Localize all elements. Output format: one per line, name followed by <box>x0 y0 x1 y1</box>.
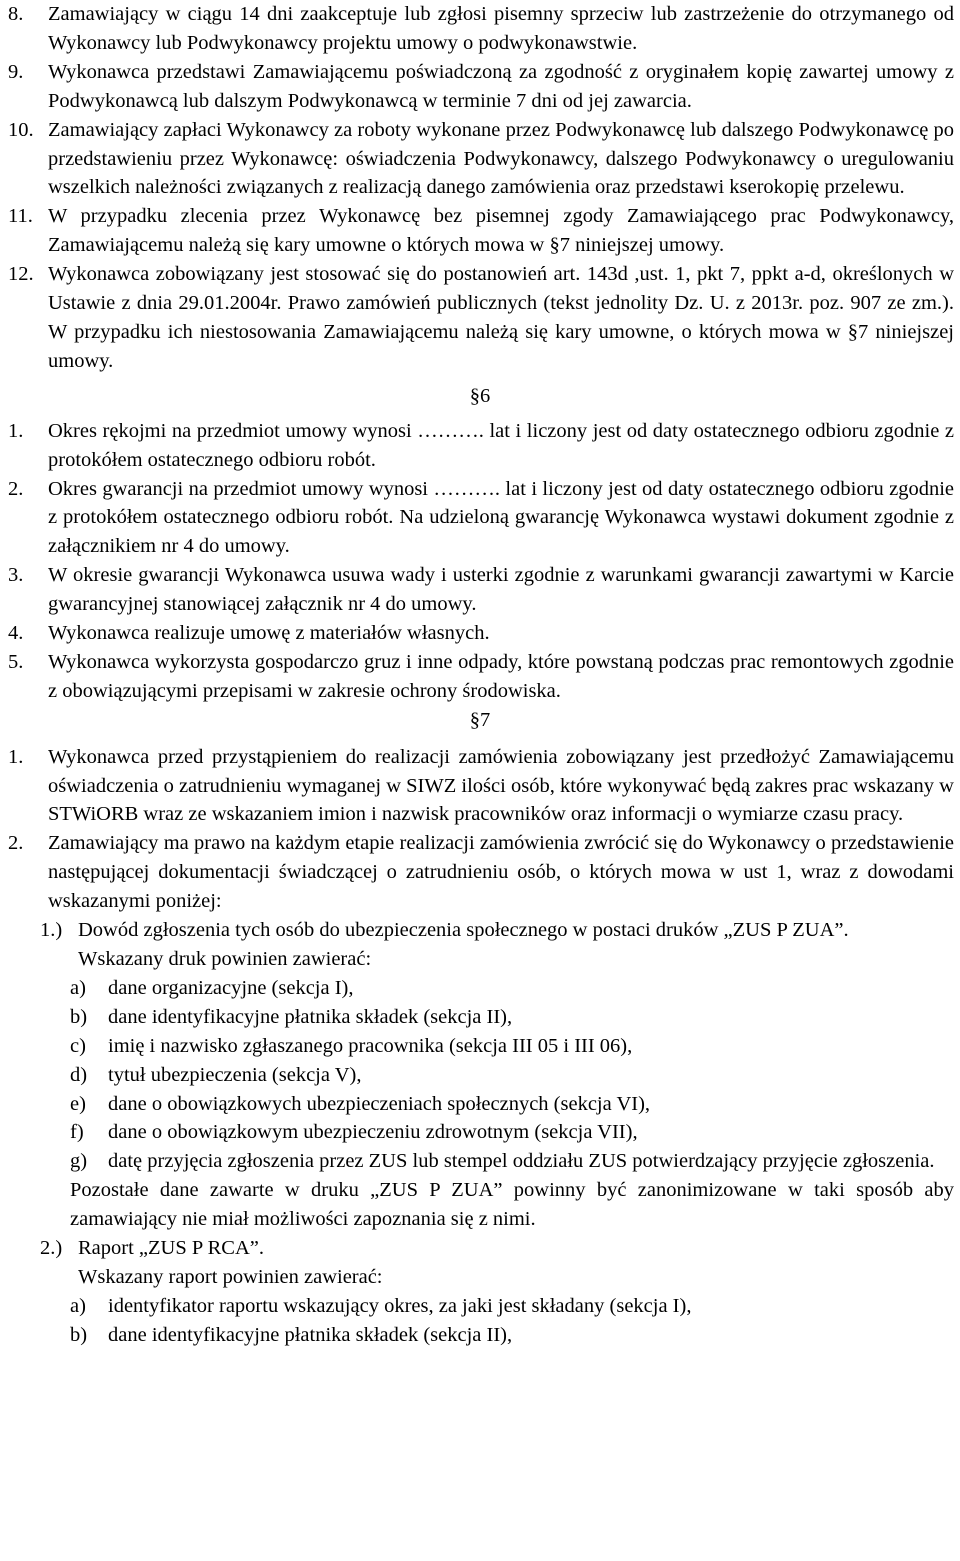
letter-item <box>0 1003 960 1032</box>
item-number: 3. <box>8 564 24 587</box>
list-item <box>0 648 960 706</box>
item-number: 2. <box>8 832 24 855</box>
item-text: Wykonawca realizuje umowę z materiałów własnych. <box>48 622 490 645</box>
item-number: 5. <box>8 650 24 673</box>
letter-label: a) <box>70 976 86 999</box>
letter-text: dane o obowiązkowym ubezpieczeniu zdrowotnym (sekcja VII), <box>108 1121 638 1144</box>
item-number: 11. <box>8 205 33 228</box>
list-item <box>0 260 960 376</box>
letter-label: b) <box>70 1005 88 1028</box>
list-item <box>0 829 960 916</box>
letter-text: imię i nazwisko zgłaszanego pracownika (sekcja III 05 i III 06), <box>108 1034 633 1057</box>
list-item <box>0 417 960 475</box>
item-text: Okres gwarancji na przedmiot umowy wynosi ………. lat i liczony jest od daty ostatecznego odbioru zgodnie z protokółem ostatecznego odbioru robót. Na udzieloną gwarancję Wykonawca wystawi dokument zgodnie z załącznikiem nr 4 do umowy. <box>48 477 954 558</box>
letter-text: tytuł ubezpieczenia (sekcja V), <box>108 1063 362 1086</box>
sub-item-number: 2.) <box>40 1237 63 1260</box>
sub-item <box>0 1234 960 1263</box>
section-heading: §7 <box>469 708 491 731</box>
letter-label: a) <box>70 1294 86 1317</box>
item-number: 2. <box>8 477 24 500</box>
item-text: Zamawiający w ciągu 14 dni zaakceptuje lub zgłosi pisemny sprzeciw lub zastrzeżenie do otrzymanego od Wykonawcy lub Podwykonawcy projektu umowy o podwykonawstwie. <box>48 3 954 54</box>
letter-label: c) <box>70 1034 86 1057</box>
item-number: 8. <box>8 3 24 25</box>
anonymization-note: Pozostałe dane zawarte w druku „ZUS P ZUA” powinny być zanonimizowane w taki sposób aby zamawiający nie miał możliwości zapoznania się z nimi. <box>70 1179 954 1231</box>
item-number: 9. <box>8 60 24 83</box>
list-item <box>0 475 960 562</box>
sub-item <box>0 916 960 945</box>
letter-text: dane o obowiązkowych ubezpieczeniach społecznych (sekcja VI), <box>108 1092 651 1115</box>
letter-text: identyfikator raportu wskazujący okres, za jaki jest składany (sekcja I), <box>108 1294 692 1317</box>
letter-item <box>0 1061 960 1090</box>
item-text: W okresie gwarancji Wykonawca usuwa wady i usterki zgodnie z warunkami gwarancji zawartymi w Karcie gwarancyjnej stanowiącej załącznik nr 4 do umowy. <box>48 564 954 616</box>
list-item <box>0 743 960 830</box>
item-number: 12. <box>8 263 34 286</box>
letter-item <box>0 974 960 1003</box>
item-number: 4. <box>8 622 24 645</box>
sub-item-text: Raport „ZUS P RCA”. <box>78 1237 265 1260</box>
letter-label: e) <box>70 1092 86 1115</box>
list-item <box>0 58 960 116</box>
sub-item-number: 1.) <box>40 919 63 942</box>
letter-label: g) <box>70 1150 88 1173</box>
sub-item-intro: Wskazany raport powinien zawierać: <box>78 1265 383 1288</box>
item-text: Wykonawca przed przystąpieniem do realizacji zamówienia zobowiązany jest przedłożyć Zamawiającemu oświadczenia o zatrudnieniu wymaganej w SIWZ ilości osób, które wykonywać będą zakres prac wskazany w STWiORB wraz ze wskazaniem imion i nazwisk pracowników oraz informacji o wymiarze czasu pracy. <box>48 745 954 826</box>
letter-item <box>0 1118 960 1147</box>
letter-label: d) <box>70 1063 88 1086</box>
item-text: Zamawiający ma prawo na każdym etapie realizacji zamówienia zwrócić się do Wykonawcy o przedstawienie następującej dokumentacji świadczącej o zatrudnieniu osób, o których mowa w ust 1, wraz z dowodami wskazanymi poniżej: <box>48 832 954 913</box>
letter-label: b) <box>70 1323 88 1346</box>
item-text: Okres rękojmi na przedmiot umowy wynosi ………. lat i liczony jest od daty ostatecznego odbioru zgodnie z protokółem ostatecznego odbioru robót. <box>48 419 954 471</box>
item-text: Zamawiający zapłaci Wykonawcy za roboty wykonane przez Podwykonawcę lub dalszego Podwykonawcę po przedstawieniu przez Wykonawcę: oświadczenia Podwykonawcy, dalszego Podwykonawcy o uregulowaniu wszelkich należności związanych z realizacją danego zamówienia oraz przedstawi kserokopię przelewu. <box>48 118 954 199</box>
letter-text: dane identyfikacyjne płatnika składek (sekcja II), <box>108 1323 513 1346</box>
letter-item <box>0 1090 960 1119</box>
item-text: Wykonawca zobowiązany jest stosować się do postanowień art. 143d ,ust. 1, pkt 7, ppkt a-d, określonych w Ustawie z dnia 29.01.2004r. Prawo zamówień publicznych (tekst jednolity Dz. U. z 2013r. poz. 907 ze zm.). W przypadku ich niestosowania Zamawiającemu należą się kary umowne, o których mowa w §7 niniejszej umowy. <box>48 263 954 372</box>
item-text: Wykonawca przedstawi Zamawiającemu poświadczoną za zgodność z oryginałem kopię zawartej umowy z Podwykonawcą lub dalszym Podwykonawcą w terminie 7 dni od jej zawarcia. <box>48 60 954 112</box>
item-text: W przypadku zlecenia przez Wykonawcę bez pisemnej zgody Zamawiającego prac Podwykonawcy, Zamawiającemu należą się kary umowne o których mowa w §7 niniejszej umowy. <box>48 205 954 257</box>
letter-item <box>0 1292 960 1321</box>
item-number: 10. <box>8 118 34 141</box>
item-number: 1. <box>8 745 24 768</box>
letter-item <box>0 1321 960 1350</box>
letter-text: dane identyfikacyjne płatnika składek (sekcja II), <box>108 1005 513 1028</box>
letter-text: datę przyjęcia zgłoszenia przez ZUS lub stempel oddziału ZUS potwierdzający przyjęcie zgłoszenia. <box>108 1150 935 1173</box>
list-item <box>0 561 960 619</box>
list-item <box>0 202 960 260</box>
letter-item <box>0 1147 960 1176</box>
list-item <box>0 619 960 648</box>
letter-item <box>0 1032 960 1061</box>
section-heading: §6 <box>469 384 491 407</box>
letter-label: f) <box>70 1121 84 1144</box>
item-number: 1. <box>8 419 24 442</box>
sub-item-intro: Wskazany druk powinien zawierać: <box>78 948 372 970</box>
list-item <box>0 0 960 58</box>
list-item <box>0 116 960 203</box>
letter-text: dane organizacyjne (sekcja I), <box>108 976 354 999</box>
sub-item-text: Dowód zgłoszenia tych osób do ubezpieczenia społecznego w postaci druków „ZUS P ZUA”. <box>78 919 849 942</box>
item-text: Wykonawca wykorzysta gospodarczo gruz i inne odpady, które powstaną podczas prac remontowych zgodnie z obowiązującymi przepisami w zakresie ochrony środowiska. <box>48 650 954 702</box>
